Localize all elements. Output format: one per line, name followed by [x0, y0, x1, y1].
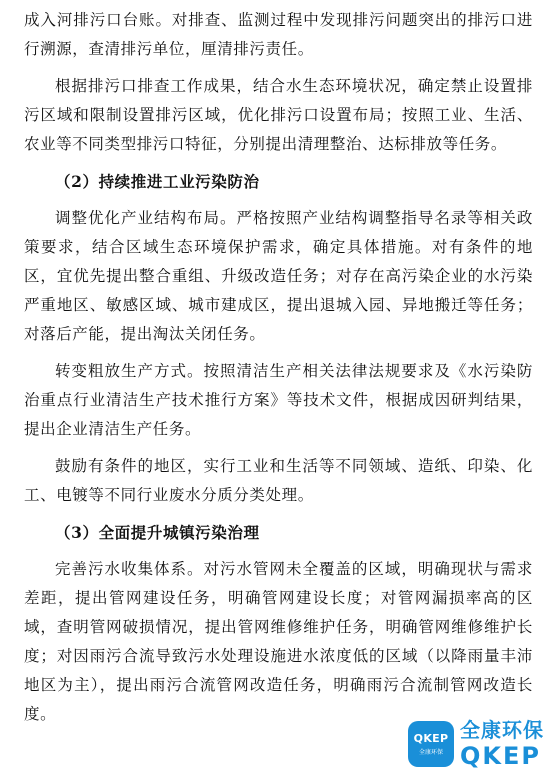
section-heading-3: （3）全面提升城镇污染治理	[55, 523, 260, 542]
logo-badge-subtext: 全康环保	[418, 749, 443, 756]
paragraph-p5: 完善污水收集体系。对污水管网未全覆盖的区域，明确现状与需求差距，提出管网建设任务，明确管网建设长度；对管网漏损率高的区域，查明管网破损情况，提出管网维修维护任务，明确管网维修维护长度；对因雨污合流导致污水处理设施进水浓度低的区域（以降雨量丰沛地区为主），提出雨污合流管网改造任务，明确雨污合流制管网改造长度。	[24, 560, 533, 723]
paragraph-p1: 根据排污口排查工作成果，结合水生态环境状况，确定禁止设置排污区域和限制设置排污区域，优化排污口设置布局；按照工业、生活、农业等不同类型排污口特征，分别提出清理整治、达标排放等任务。	[24, 77, 533, 153]
logo-badge-icon	[408, 721, 454, 767]
logo-wordmark-en: QKEP	[460, 742, 541, 770]
section-heading-2: （2）持续推进工业污染防治	[55, 172, 260, 191]
logo-wordmark	[460, 720, 544, 768]
logo-badge-text: QKEP	[413, 732, 449, 745]
paragraph-p2: 调整优化产业结构布局。严格按照产业结构调整指导名录等相关政策要求，结合区域生态环境保护需求，确定具体措施。对有条件的地区，宜优先提出整合重组、升级改造任务；对存在高污染企业的水污染严重地区、敏感区域、城市建成区，提出退城入园、异地搬迁等任务；对落后产能，提出淘汰关闭任务。	[24, 209, 533, 343]
paragraph-p3: 转变粗放生产方式。按照清洁生产相关法律法规要求及《水污染防治重点行业清洁生产技术推行方案》等技术文件，根据成因研判结果，提出企业清洁生产任务。	[24, 362, 533, 438]
paragraph-p4: 鼓励有条件的地区，实行工业和生活等不同领域、造纸、印染、化工、电镀等不同行业废水分质分类处理。	[24, 457, 533, 504]
logo-wordmark-cn: 全康环保	[460, 718, 544, 742]
paragraph-p0: 成入河排污口台账。对排查、监测过程中发现排污问题突出的排污口进行溯源，查清排污单位，厘清排污责任。	[24, 11, 533, 58]
watermark-logo	[408, 706, 553, 782]
